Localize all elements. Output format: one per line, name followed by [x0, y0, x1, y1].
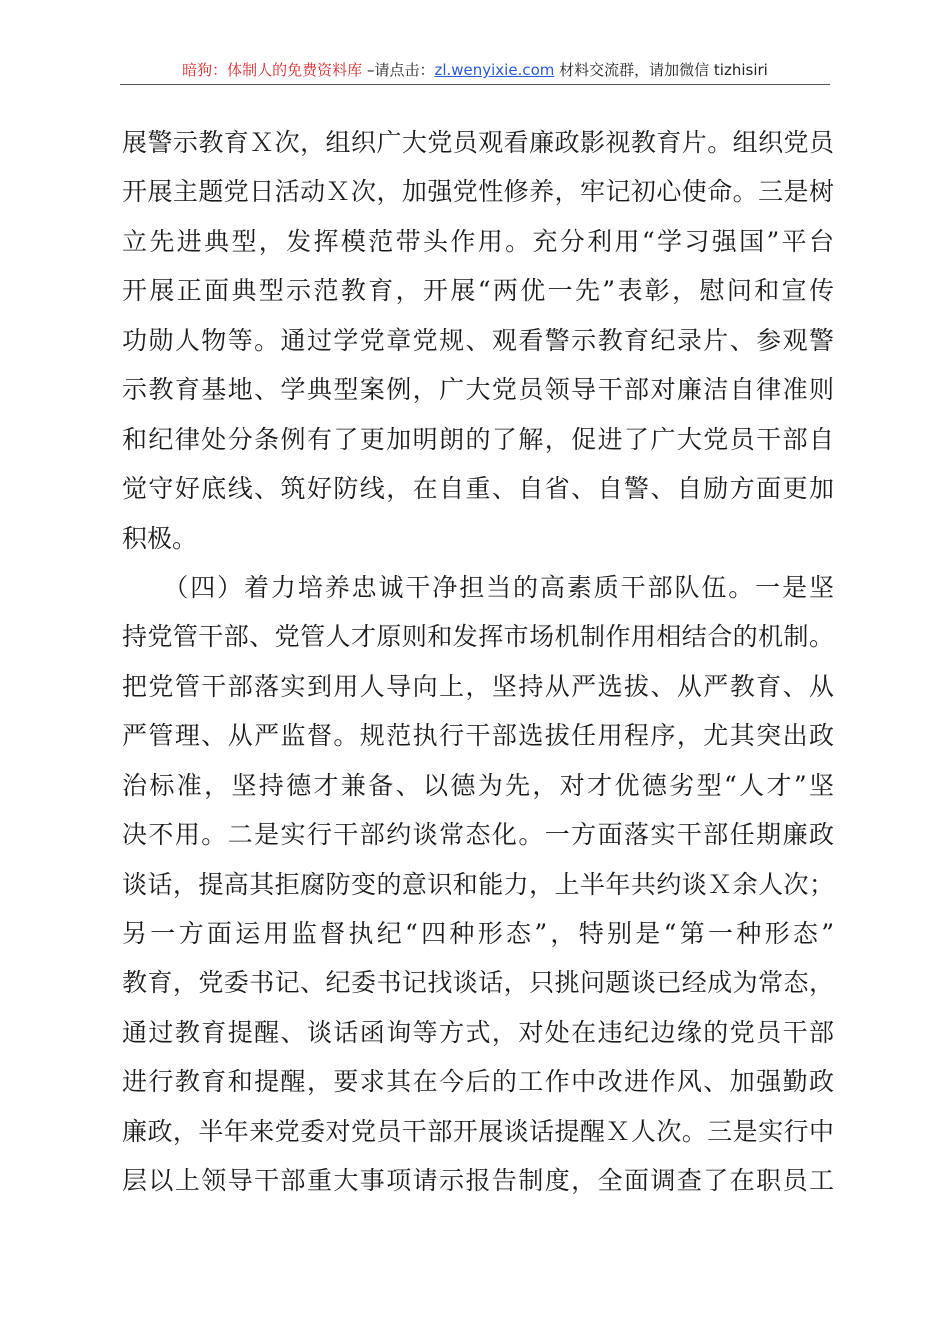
text-line: 积极。	[122, 523, 198, 553]
section-heading-line: （四）着力培养忠诚干净担当的高素质干部队伍。一是坚	[122, 572, 834, 602]
text-line: 开展主题党日活动Ｘ次，加强党性修养，牢记初心使命。三是树	[122, 177, 834, 207]
text-line: 谈话，提高其拒腐防变的意识和能力，上半年共约谈Ｘ余人次；	[122, 869, 834, 899]
text-line: 把党管干部落实到用人导向上，坚持从严选拔、从严教育、从	[122, 671, 834, 701]
text-line: 持党管干部、党管人才原则和发挥市场机制作用相结合的机制。	[122, 622, 834, 652]
text-line: 立先进典型，发挥模范带头作用。充分利用“学习强国”平台	[122, 226, 834, 256]
text-line: 廉政，半年来党委对党员干部开展谈话提醒Ｘ人次。三是实行中	[122, 1116, 834, 1146]
text-line: 另一方面运用监督执纪“四种形态”，特别是“第一种形态”	[122, 919, 834, 948]
text-line: 严管理、从严监督。规范执行干部选拔任用程序，尤其突出政	[122, 721, 834, 751]
header-link[interactable]: zl.wenyixie.com	[434, 61, 555, 79]
text-line: 决不用。二是实行干部约谈常态化。一方面落实干部任期廉政	[122, 820, 834, 850]
text-line: 展警示教育Ｘ次，组织广大党员观看廉政影视教育片。组织党员	[122, 128, 834, 157]
text-line: 和纪律处分条例有了更加明朗的了解，促进了广大党员干部自	[122, 424, 834, 454]
header-divider	[120, 84, 830, 85]
text-line: 觉守好底线、筑好防线，在自重、自省、自警、自励方面更加	[122, 474, 834, 504]
text-line: 教育，党委书记、纪委书记找谈话，只挑问题谈已经成为常态，	[122, 968, 834, 998]
text-line: 开展正面典型示范教育，开展“两优一先”表彰，慰问和宣传	[122, 276, 834, 306]
text-line: 进行教育和提醒，要求其在今后的工作中改进作风、加强勤政	[122, 1067, 834, 1097]
text-line: 层以上领导干部重大事项请示报告制度，全面调查了在职员工	[122, 1166, 834, 1196]
document-body	[122, 118, 834, 1206]
text-line: 示教育基地、学典型案例，广大党员领导干部对廉洁自律准则	[122, 375, 834, 405]
text-line: 通过教育提醒、谈话函询等方式，对处在违纪边缘的党员干部	[122, 1017, 834, 1047]
header-click-prompt: –请点击：	[362, 61, 435, 79]
text-line: 治标准，坚持德才兼备、以德为先，对才优德劣型“人才”坚	[122, 770, 834, 800]
header-wechat-note: 材料交流群，请加微信 tizhisiri	[554, 61, 768, 79]
header-site-name: 暗狗：体制人的免费资料库	[182, 61, 363, 79]
text-line: 功勋人物等。通过学党章党规、观看警示教育纪录片、参观警	[122, 325, 834, 355]
watermark-header	[120, 58, 830, 82]
